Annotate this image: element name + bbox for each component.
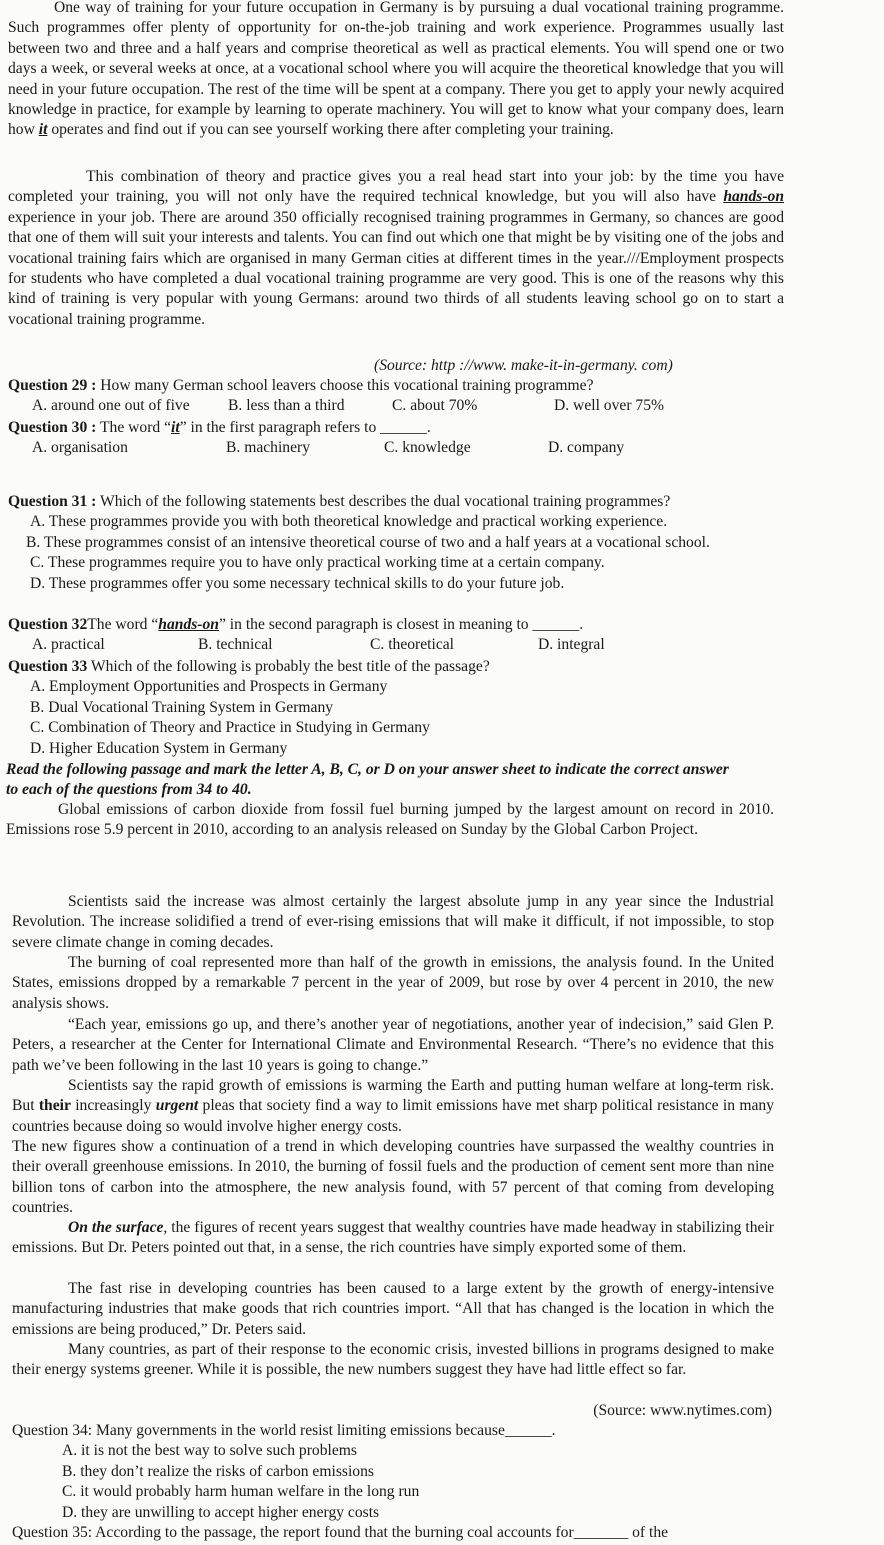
q29-option-c: C. about 70% <box>392 397 478 415</box>
word-it: it <box>38 121 48 139</box>
q33-option-d: D. Higher Education System in Germany <box>30 739 288 757</box>
q32-option-b: B. technical <box>198 636 273 654</box>
passage2-para4: “Each year, emissions go up, and there’s another year of negotiations, another year of indecision,” said Glen P. Peters, a researcher at the Center for International Climate and Environmental Research. “There’s no evidence that this path we’ve been following in the last 10 years is going to change.” <box>12 1016 774 1074</box>
passage2-para7: On the surface, the figures of recent years suggest that wealthy countries have made headway in stabilizing their emissions. But Dr. Peters pointed out that, in a sense, the rich countries have simply exported some of them. <box>12 1219 774 1257</box>
passage2-para8: The fast rise in developing countries has been caused to a large extent by the growth of energy-intensive manufacturing industries that make goods that rich countries import. “All that has changed is the location in which the emissions are being produced,” Dr. Peters said. <box>12 1280 774 1338</box>
q31-option-c: C. These programmes require you to have only practical working time at a certain company. <box>30 554 605 572</box>
q30-option-c: C. knowledge <box>384 439 471 457</box>
passage2-para1: Global emissions of carbon dioxide from fossil fuel burning jumped by the largest amount on record in 2010. Emissions rose 5.9 percent in 2010, according to an analysis released on Sunday by the Global Carbon Project. <box>6 801 774 839</box>
passage2-para5: Scientists say the rapid growth of emissions is warming the Earth and putting human welfare at long-term risk. But their increasingly urgent pleas that society find a way to limit emissions have met sharp political resistance in many countries because doing so would involve higher energy costs. <box>12 1077 774 1135</box>
q34-option-a: A. it is not the best way to solve such problems <box>62 1442 357 1460</box>
q31-option-a: A. These programmes provide you with both theoretical knowledge and practical working experience. <box>30 513 668 531</box>
question-31: Question 31 : Which of the following statements best describes the dual vocational training programmes? A. These programmes provide you with both theoretical knowledge and practical working experience. B. These programmes consist of an intensive theoretical course of two and a half years at a vocational school. C. These programmes require you to have only practical working time at a certain company. D. These programmes offer you some necessary technical skills to do your future job. <box>8 492 784 594</box>
question-32: Question 32The word “hands-on” in the second paragraph is closest in meaning to ______. A. practical B. technical C. theoretical D. integral <box>8 615 884 656</box>
q32-option-a: A. practical <box>32 636 105 654</box>
q33-option-a: A. Employment Opportunities and Prospects in Germany <box>30 678 388 696</box>
q32-option-c: C. theoretical <box>370 636 454 654</box>
q31-option-b: B. These programmes consist of an intensive theoretical course of two and a half years at a vocational school. <box>26 533 710 551</box>
section-instruction: Read the following passage and mark the letter A, B, C, or D on your answer sheet to indicate the correct answer to each of the questions from 34 to 40. <box>6 761 729 799</box>
word-hands-on: hands-on <box>723 188 784 206</box>
passage2-para2: Scientists said the increase was almost certainly the largest absolute jump in any year since the Industrial Revolution. The increase solidified a trend of ever-rising emissions that will make it difficult, if not impossible, to stop severe climate change in coming decades. <box>12 893 774 951</box>
question-34: Question 34: Many governments in the world resist limiting emissions because______. A. it is not the best way to solve such problems B. they don’t realize the risks of carbon emissions C. it would probably harm human welfare in the long run D. they are unwilling to accept higher energy costs <box>12 1421 884 1523</box>
q29-option-b: B. less than a third <box>228 397 345 415</box>
passage2-source: (Source: www.nytimes.com) <box>593 1402 772 1419</box>
passage1-para2: This combination of theory and practice gives you a real head start into your job: by the time you have completed your training, you will not only have the required technical knowledge, but you will also have hands-on experience in your job. There are around 350 officially recognised training programmes in Germany, so chances are good that one of them will suit your interests and talents. You can find out which one that might be by visiting one of the jobs and vocational training fairs which are organised in many German cities at different times in the year.///Employment prospects for students who have completed a dual vocational training programme are very good. This is one of the reasons why this kind of training is very popular with young Germans: around two thirds of all students leaving school go on to start a vocational training programme. <box>8 168 784 328</box>
q33-option-c: C. Combination of Theory and Practice in Studying in Germany <box>30 719 430 737</box>
q33-option-b: B. Dual Vocational Training System in Germany <box>30 698 334 716</box>
q30-option-a: A. organisation <box>32 439 128 457</box>
passage2-para6: The new figures show a continuation of a trend in which developing countries have surpassed the wealthy countries in their overall greenhouse emissions. In 2010, the burning of fossil fuels and the production of cement sent more than nine billion tons of carbon into the atmosphere, the new analysis found, with 57 percent of that coming from developing countries. <box>12 1138 774 1217</box>
question-35: Question 35: According to the passage, the report found that the burning coal accounts for_______ of the <box>12 1524 669 1541</box>
q34-option-c: C. it would probably harm human welfare in the long run <box>62 1483 420 1501</box>
q29-option-a: A. around one out of five <box>32 397 190 415</box>
q34-option-d: D. they are unwilling to accept higher energy costs <box>62 1503 380 1521</box>
q29-option-d: D. well over 75% <box>554 397 664 415</box>
q31-option-d: D. These programmes offer you some necessary technical skills to do your future job. <box>30 574 565 592</box>
q34-option-b: B. they don’t realize the risks of carbon emissions <box>62 1462 374 1480</box>
question-30: Question 30 : The word “it” in the first paragraph refers to ______. A. organisation B. machinery C. knowledge D. company <box>8 418 884 459</box>
passage1-para1: One way of training for your future occupation in Germany is by pursuing a dual vocational training programme. Such programmes offer plenty of opportunity for on-the-job training and work experience. Programmes usually last between two and three and a half years and comprise theoretical as well as practical elements. You will spend one or two days a week, or several weeks at once, at a vocational school where you will acquire the theoretical knowledge that you will need in your future occupation. The rest of the time will be spent at a company. There you get to apply your newly acquired knowledge in practice, for example by learning to operate machinery. You will get to know what your company does, learn how it operates and find out if you can see yourself working there after completing your training. <box>8 0 784 139</box>
q30-option-b: B. machinery <box>226 439 311 457</box>
question-33: Question 33 Which of the following is probably the best title of the passage? A. Employment Opportunities and Prospects in Germany B. Dual Vocational Training System in Germany C. Combination of Theory and Practice in Studying in Germany D. Higher Education System in Germany <box>8 657 884 759</box>
passage1-source: (Source: http ://www. make-it-in-germany. com) <box>374 357 673 374</box>
passage2-para3: The burning of coal represented more than half of the growth in emissions, the analysis found. In the United States, emissions dropped by a remarkable 7 percent in the year of 2009, but rose by over 4 percent in 2010, the new analysis shows. <box>12 954 774 1012</box>
q32-option-d: D. integral <box>538 636 605 654</box>
question-29: Question 29 : How many German school leavers choose this vocational training programme? A. around one out of five B. less than a third C. about 70% D. well over 75% <box>8 376 884 417</box>
q30-option-d: D. company <box>548 439 625 457</box>
passage2-para9: Many countries, as part of their response to the economic crisis, invested billions in programs designed to make their energy systems greener. While it is possible, the new numbers suggest they have had little effect so far. <box>12 1341 774 1379</box>
